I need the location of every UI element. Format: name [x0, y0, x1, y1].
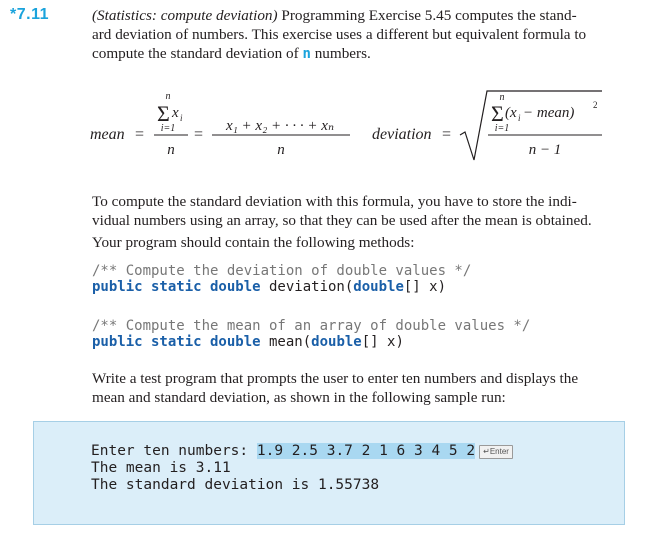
- enter-key-icon: ↵Enter: [479, 445, 513, 459]
- code-param-rest-mean: [] x): [361, 334, 404, 350]
- p2-line-2: vidual numbers using an array, so that they can be used after the mean is obtained.: [92, 212, 592, 229]
- intro-text-c: compute the standard deviation of: [92, 45, 303, 62]
- paragraph-test-program: [92, 369, 632, 407]
- sum-upper-limit: n: [165, 91, 171, 102]
- equals-2: =: [194, 126, 204, 143]
- code-comment-deviation: /** Compute the deviation of double values */: [92, 263, 472, 279]
- sample-run-box: [33, 421, 625, 525]
- formula-svg: [90, 88, 610, 168]
- dev-squared: 2: [593, 100, 598, 110]
- dev-numerator-rest: − mean): [523, 105, 575, 121]
- equals-3: =: [442, 126, 452, 143]
- intro-text-b: ard deviation of numbers. This exercise uses a different but equivalent formula to: [92, 26, 587, 43]
- intro-text-d: numbers.: [310, 45, 371, 62]
- exercise-number: *7.11: [10, 6, 49, 23]
- code-method-deviation: deviation(: [260, 279, 354, 295]
- p2-line-1: To compute the standard deviation with this formula, you have to store the indi-: [92, 193, 577, 210]
- expanded-sum: x₁ + x₂ + · · · + xₙ: [225, 118, 335, 134]
- sample-run-line-2: The mean is 3.11: [91, 460, 231, 476]
- equals-1: =: [135, 126, 145, 143]
- exercise-title: (Statistics: compute deviation): [92, 7, 278, 24]
- formula-block: [90, 88, 610, 173]
- dev-sum-lower-limit: i=1: [494, 123, 510, 134]
- p4-line-2: mean and standard deviation, as shown in the following sample run:: [92, 389, 506, 406]
- code-param-type-mean: double: [311, 334, 362, 350]
- paragraph-methods-intro: [92, 233, 638, 252]
- dev-sum-upper-limit: n: [499, 92, 505, 103]
- dev-numerator-open: (x: [505, 105, 517, 121]
- x-i-1-sub: i: [180, 113, 183, 123]
- mean-label: mean: [90, 126, 125, 143]
- exercise-intro: [92, 6, 632, 64]
- sum-lower-limit: i=1: [160, 123, 176, 134]
- intro-variable-n: n: [302, 46, 311, 62]
- x-i-1: x: [172, 105, 179, 121]
- sample-run-line-1: [91, 443, 513, 460]
- code-block-deviation: [92, 263, 471, 295]
- code-method-mean: mean(: [260, 334, 312, 350]
- mean-denominator-2: n: [277, 142, 285, 158]
- sigma-symbol-1: Σ: [157, 101, 170, 126]
- code-comment-mean: /** Compute the mean of an array of double values */: [92, 318, 531, 334]
- code-keywords-mean: public static double: [92, 334, 261, 350]
- code-block-mean: [92, 318, 530, 350]
- p3-text: Your program should contain the following methods:: [92, 234, 415, 251]
- paragraph-array-explanation: [92, 192, 638, 230]
- sample-run-line-3: The standard deviation is 1.55738: [91, 477, 380, 493]
- code-param-type-deviation: double: [353, 279, 404, 295]
- sample-user-input: 1.9 2.5 3.7 2 1 6 3 4 5 2: [256, 443, 476, 459]
- intro-text-a: Programming Exercise 5.45 computes the stand-: [277, 7, 577, 24]
- code-keywords-deviation: public static double: [92, 279, 261, 295]
- p4-line-1: Write a test program that prompts the user to enter ten numbers and displays the: [92, 370, 579, 387]
- deviation-label: deviation: [372, 126, 432, 143]
- dev-numerator-sub: i: [518, 113, 521, 123]
- sigma-symbol-2: Σ: [491, 101, 504, 126]
- mean-denominator-1: n: [167, 142, 175, 158]
- dev-denominator: n − 1: [528, 142, 562, 158]
- code-param-rest-deviation: [] x): [403, 279, 447, 295]
- sample-prompt: Enter ten numbers:: [91, 443, 257, 459]
